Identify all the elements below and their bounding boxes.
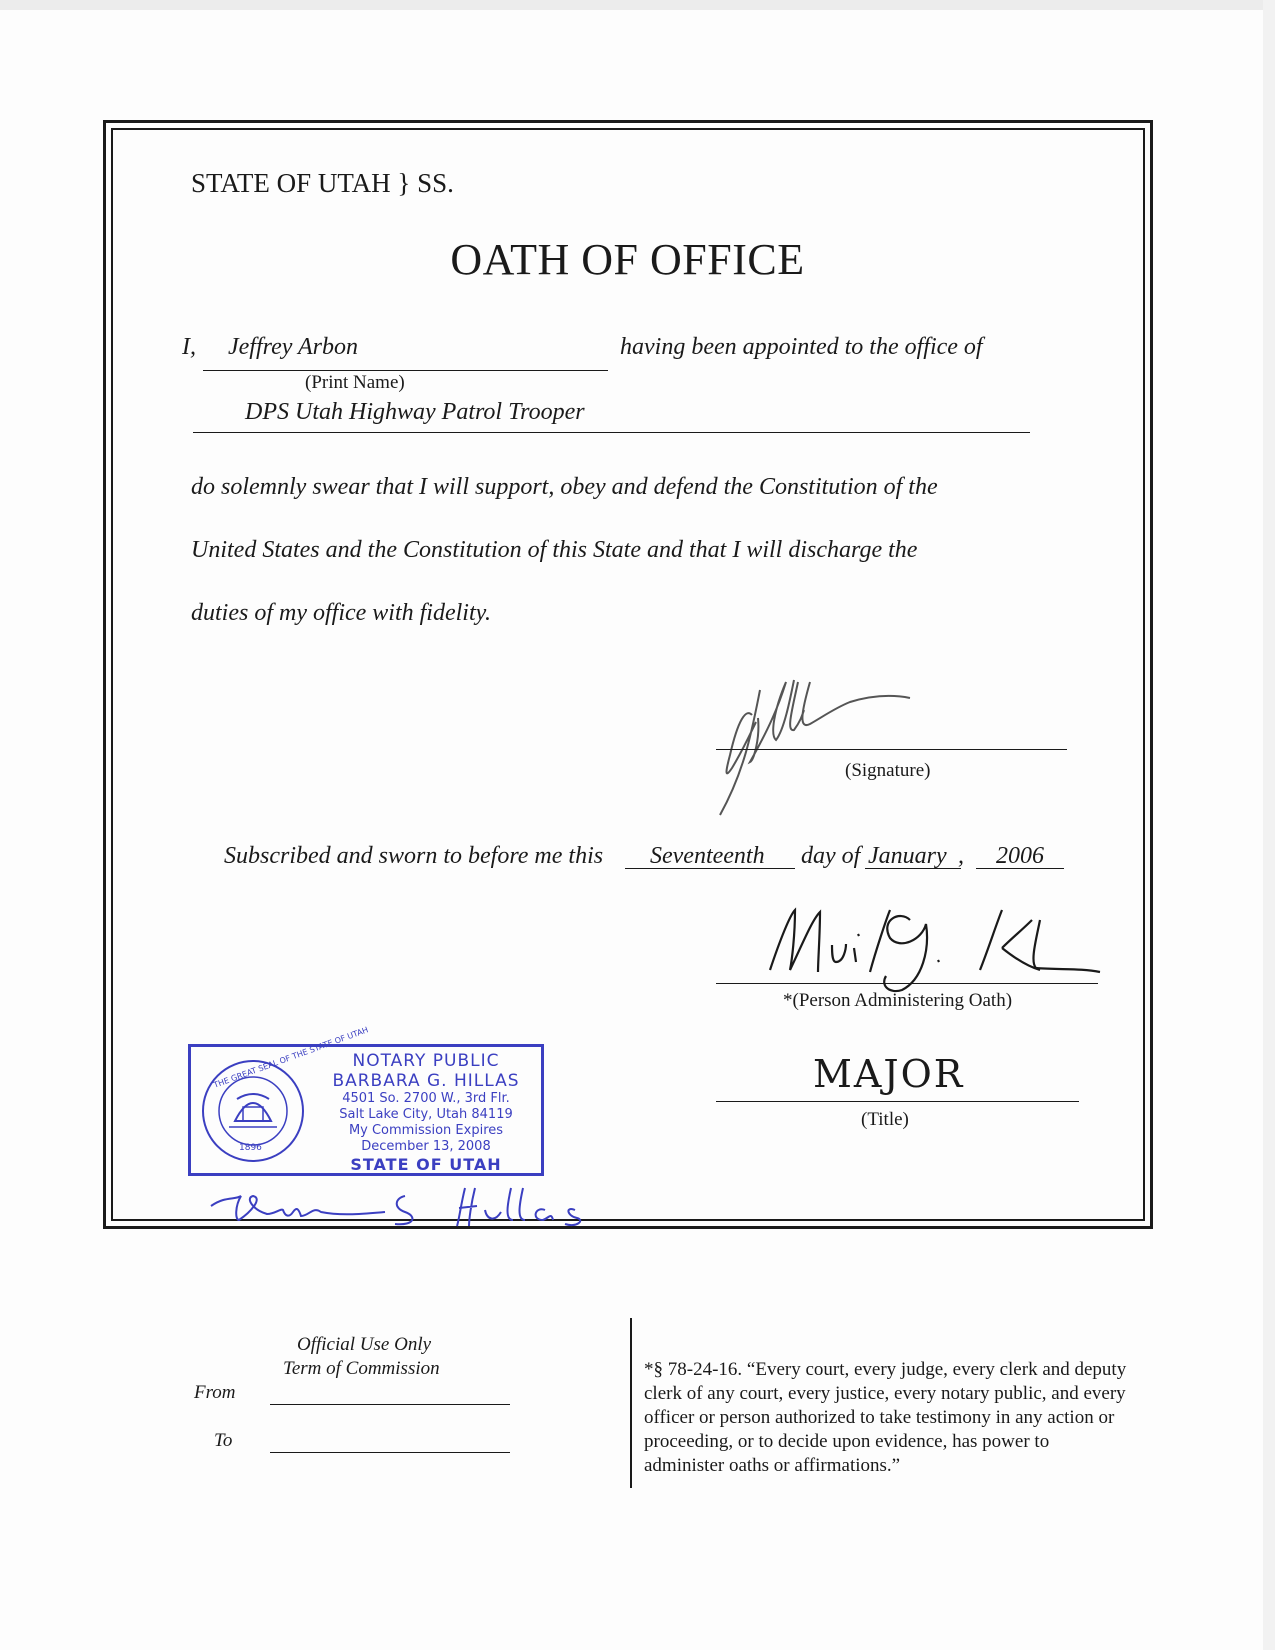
title-label: (Title): [861, 1109, 909, 1130]
appointee-name: Jeffrey Arbon: [228, 334, 358, 360]
scan-edge-right: [1263, 0, 1275, 1650]
state-venue-line: STATE OF UTAH } SS.: [191, 168, 454, 198]
notary-signature: [205, 1176, 665, 1236]
office-title: DPS Utah Highway Patrol Trooper: [245, 399, 585, 425]
official-use-heading: Official Use Only: [297, 1334, 432, 1355]
subscribed-day: Seventeenth: [650, 843, 765, 869]
appointed-text: having been appointed to the office of: [620, 334, 983, 360]
oath-paragraph-line-2: United States and the Constitution of this State and that I will discharge the: [191, 537, 918, 563]
footer-divider: [630, 1318, 632, 1488]
seal-text: THE GREAT SEAL OF THE STATE OF UTAH: [212, 1025, 370, 1090]
stamp-line-1: NOTARY PUBLIC: [352, 1051, 500, 1071]
stamp-line-5: My Commission Expires: [348, 1123, 504, 1138]
signature-label: (Signature): [845, 760, 931, 781]
subscribed-year: 2006: [996, 843, 1044, 869]
document-title: OATH OF OFFICE: [450, 235, 805, 284]
from-label: From: [194, 1382, 236, 1403]
appointee-signature: [660, 660, 960, 830]
notary-stamp: [188, 1025, 544, 1176]
subscribed-month: January: [868, 843, 947, 869]
scan-edge: [0, 0, 1275, 10]
name-underline: [203, 370, 608, 371]
title-underline: [716, 1101, 1079, 1102]
stamp-text-block: [311, 1051, 541, 1175]
signature-underline: [716, 749, 1067, 750]
to-field: [270, 1452, 510, 1453]
stamp-line-3: 4501 So. 2700 W., 3rd Flr.: [342, 1091, 510, 1106]
statute-citation: *§ 78-24-16. “Every court, every judge, every clerk and deputy clerk of any court, every justice, every notary public, and every officer or person authorized to take testimony in any action or proceeding, or to decide upon evidence, has power to administer oaths or affirmations.”: [644, 1359, 1127, 1476]
oath-prefix: I,: [182, 334, 196, 360]
stamp-line-7: STATE OF UTAH: [350, 1155, 502, 1174]
stamp-line-6: December 13, 2008: [361, 1139, 491, 1154]
from-field: [270, 1404, 510, 1405]
oath-paragraph-line-3: duties of my office with fidelity.: [191, 600, 491, 626]
administrator-underline: [716, 983, 1098, 984]
stamp-line-4: Salt Lake City, Utah 84119: [339, 1107, 513, 1122]
stamp-line-2: BARBARA G. HILLAS: [332, 1071, 520, 1091]
term-of-commission-heading: Term of Commission: [283, 1358, 440, 1379]
day-of-label: day of: [801, 843, 861, 869]
administrator-title-value: MAJOR: [813, 1052, 965, 1096]
administrator-label: *(Person Administering Oath): [783, 990, 1013, 1011]
oath-paragraph-line-1: do solemnly swear that I will support, obey and defend the Constitution of the: [191, 474, 938, 500]
to-label: To: [214, 1430, 233, 1451]
subscribed-prefix: Subscribed and sworn to before me this: [224, 843, 604, 869]
office-underline: [193, 432, 1030, 433]
seal-year: 1896: [239, 1143, 262, 1153]
comma: ,: [958, 843, 964, 869]
print-name-label: (Print Name): [305, 372, 405, 393]
